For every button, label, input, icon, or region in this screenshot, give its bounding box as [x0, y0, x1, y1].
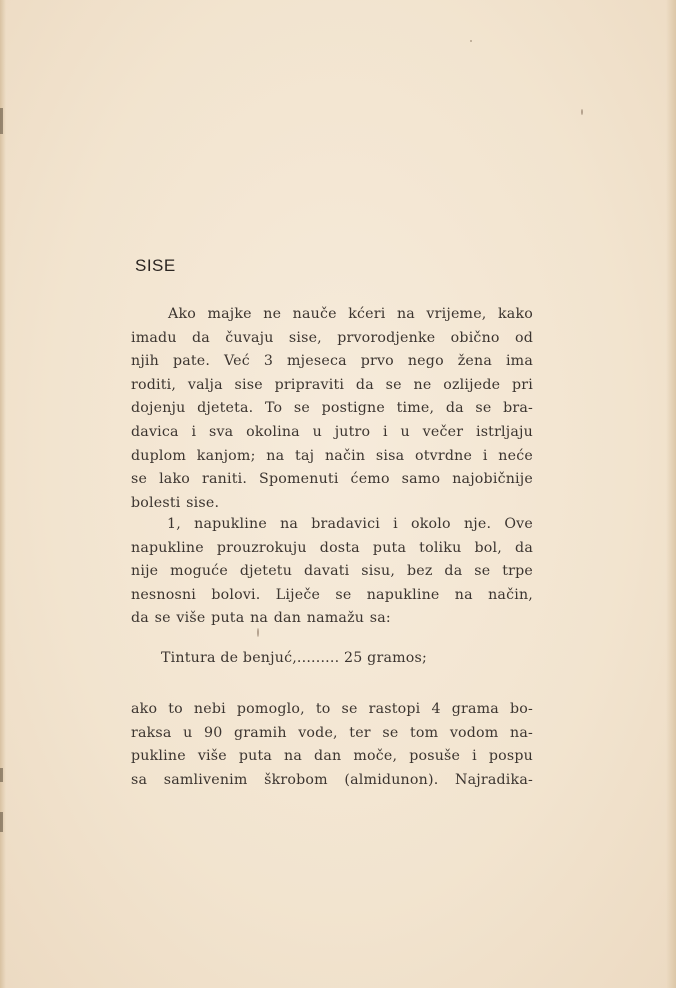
text-line: napukline prouzrokuju dosta puta toliku bol, da: [131, 539, 533, 556]
paragraph-2: [131, 513, 533, 631]
page-heading: SISE: [135, 256, 176, 275]
text-line: imadu da čuvaju sise, prvorodjenke obično od: [131, 329, 533, 346]
paragraph-3: [131, 698, 533, 792]
text-line: ako to nebi pomoglo, to se rastopi 4 grama bo-: [131, 701, 533, 717]
text-line: nesnosni bolovi. Liječe se napukline na način,: [131, 586, 533, 603]
text-line: dojenju djeteta. To se postigne time, da se bra-: [131, 400, 533, 417]
binding-mark: [0, 812, 3, 832]
text-line: da se više puta na dan namažu sa:: [131, 610, 391, 627]
paper-speck: [581, 109, 583, 115]
text-line: roditi, valja sise pripraviti da se ne ozlijede pri: [131, 376, 533, 393]
text-line: nije moguće djetetu davati sisu, bez da se trpe: [131, 563, 533, 580]
page-right-edge-shadow: [666, 0, 676, 988]
paper-speck: [470, 40, 472, 42]
text-line: pukline više puta na dan moče, posuše i pospu: [131, 748, 533, 765]
binding-mark: [0, 108, 3, 134]
text-line: bolesti sise.: [131, 494, 220, 511]
text-line: sa samlivenim škrobom (almidunon). Najradika-: [131, 771, 533, 788]
binding-mark: [0, 768, 3, 782]
text-line: duplom kanjom; na taj način sisa otvrdne i neće: [131, 447, 533, 464]
text-line: davica i sva okolina u jutro i u večer istrljaju: [131, 423, 533, 440]
text-line: njih pate. Već 3 mjeseca prvo nego žena ima: [131, 353, 533, 370]
text-line: Ako majke ne nauče kćeri na vrijeme, kako: [168, 306, 533, 322]
text-line: se lako raniti. Spomenuti ćemo samo najobičnije: [131, 471, 533, 488]
page-left-edge-shadow: [0, 0, 6, 988]
recipe-line: Tintura de benjuć,......... 25 gramos;: [161, 650, 427, 666]
text-line: 1, napukline na bradavici i okolo nje. Ove: [167, 516, 533, 532]
text-line: raksa u 90 gramih vode, ter se tom vodom na-: [131, 724, 533, 741]
paragraph-1: [131, 303, 533, 515]
